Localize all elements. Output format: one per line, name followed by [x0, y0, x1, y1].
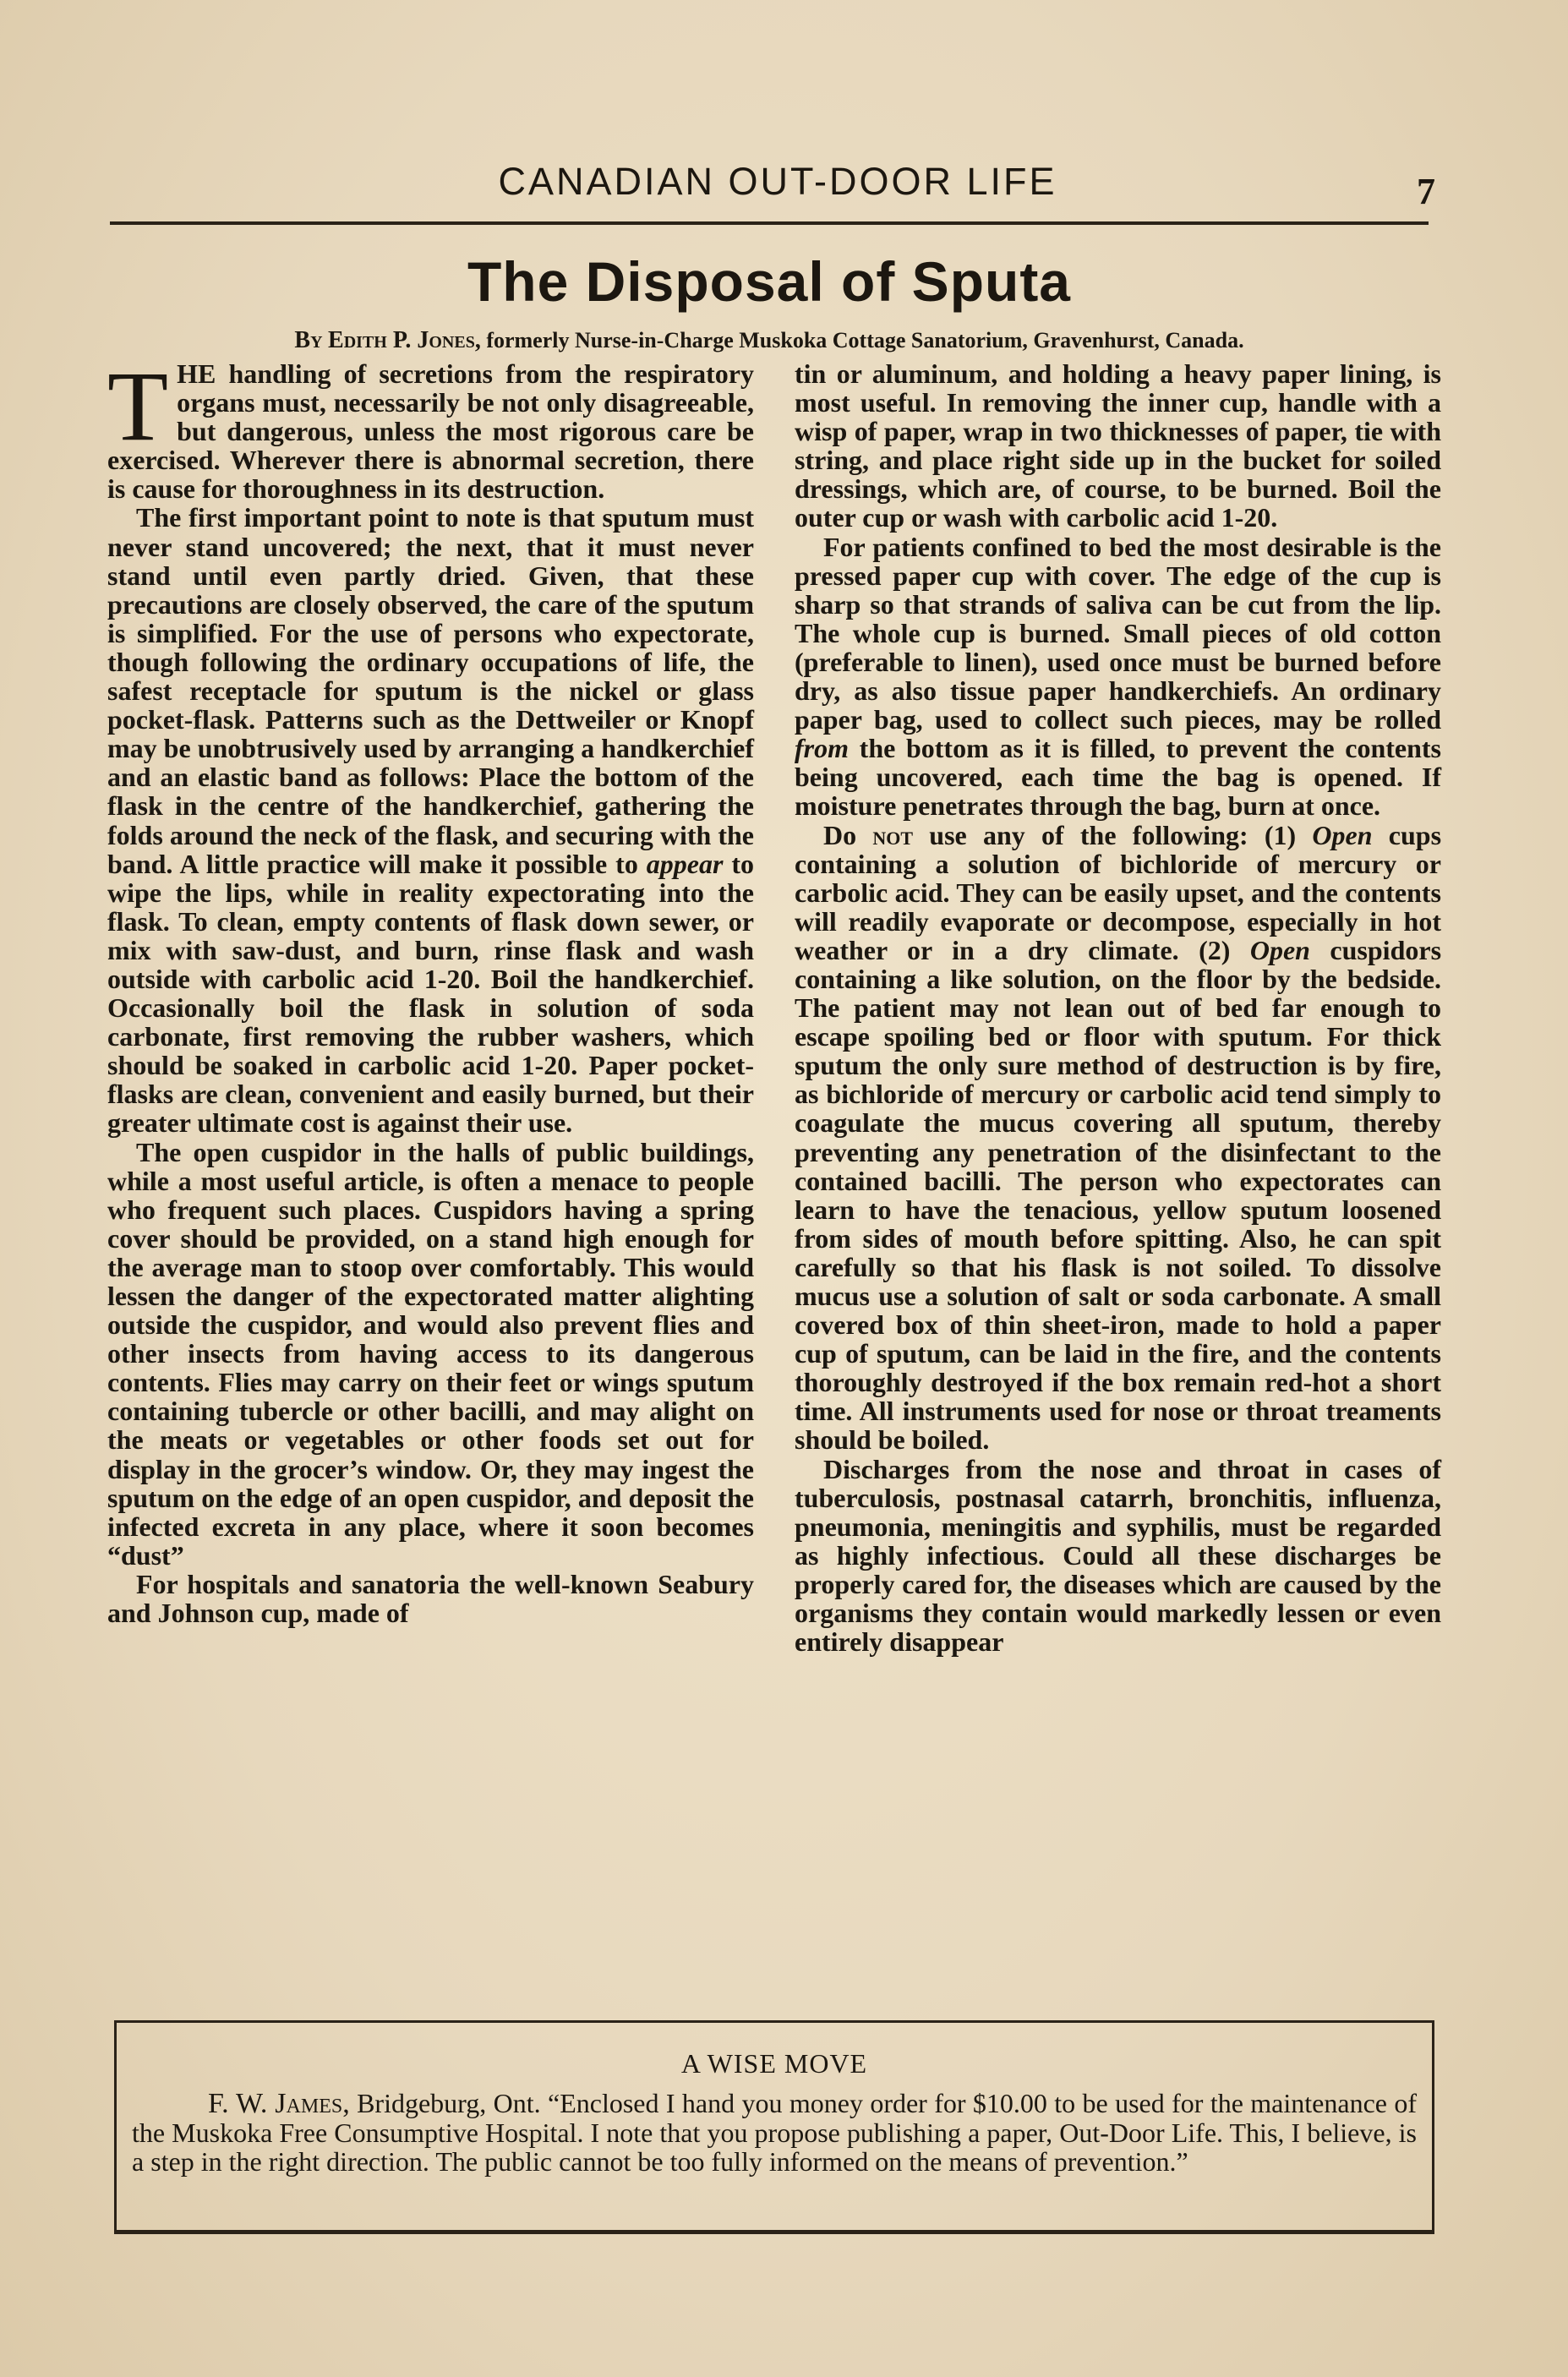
italic-word: from — [795, 733, 849, 764]
byline-author: Edith P. Jones, — [328, 327, 481, 353]
paragraph-text: to wipe the lips, while in reality expectorating into the flask. To clean, empty contents of flask down sewer, or mix with saw-dust, and burn, rinse flask and wash outside with carbolic acid 1-20. Boil the handkerchief. Occasionally boil the flask in solution of soda carbonate, first removing the rubber washers, which should be soaked in carbolic acid 1-20. Paper pocket-flasks are clean, convenient and easily burned, but their greater ultimate cost is against their use. — [107, 848, 755, 1139]
byline — [110, 327, 1429, 354]
paragraph — [107, 1570, 754, 1627]
paragraph — [107, 1138, 754, 1570]
paragraph-text: use any of the following: (1) — [929, 819, 1297, 850]
header-rule — [110, 221, 1429, 225]
left-column — [107, 351, 755, 1629]
italic-word: appear — [646, 848, 724, 879]
paragraph-text: The open cuspidor in the halls of public buildings, while a most useful article, is often a menace to people who frequent such places. Cuspidors having a spring cover should be provided, on a stand high enough for the average man to stoop over comfortably. This would lessen the danger of the expectorated matter alighting outside the cuspidor, and would also prevent flies and other insects from having access to its dangerous contents. Flies may carry on their feet or wings sputum containing tubercle or other bacilli, and may alight on the meats or vegetables or other foods set out for display in the grocer’s window. Or, they may ingest the sputum on the edge of an open cuspidor, and deposit the infected excreta in any place, where it soon becomes “dust” — [107, 1136, 754, 1571]
paragraph-text: For patients confined to bed the most desirable is the pressed paper cup with cover. The edge of the cup is sharp so that strands of saliva can be cut from the lip. The whole cup is burned. Small pieces of old cotton (preferable to linen), used once must be burned before dry, as also tissue paper handkerchiefs. An ordinary paper bag, used to collect such pieces, may be rolled — [795, 531, 1441, 735]
paragraph — [107, 351, 754, 505]
notice-box — [114, 2020, 1434, 2234]
paragraph-text: HE handling of secretions from the respiratory organs must, necessarily be not only disagreeable, but dangerous, unless the most rigorous care be exercised. Wherever there is abnormal secretion, there is cause for thoroughness in its destruction. — [107, 358, 754, 505]
paragraph — [795, 1455, 1441, 1657]
notice-text: Bridgeburg, Ont. “Enclosed I hand you money order for $10.00 to be used for the maintenance of the Muskoka Free Consumptive Hospital. I note that you propose publishing a paper, Out-Door Life. This, I believe, is a step in the right direction. The public cannot be too fully informed on the means of prevention.” — [132, 2088, 1418, 2177]
paragraph-text: cuspidors containing a like solution, on the floor by the bedside. The patient may not lean out of bed far enough to escape spoiling bed or floor with sputum. For thick sputum the only sure method of destruction is by fire, as bichloride of mercury or carbolic acid tend simply to coagulate the mucus covering all sputum, thereby preventing any penetration of the disinfectant to the contained bacilli. The person who expectorates can learn to have the tenacious, yellow sputum loosened from sides of mouth before spitting. Also, he can spit carefully so that his flask is not soiled. To dissolve mucus use a solution of salt or soda carbonate. A small covered box of thin sheet-iron, made to hold a paper cup of sputum, can be laid in the fire, and the contents thoroughly destroyed if the box remain red-hot a short time. All instruments used for nose or throat treaments should be boiled. — [795, 934, 1442, 1456]
paragraph-text: The first important point to note is that sputum must never stand uncovered; the next, that it must never stand until even partly dried. Given, that these precautions are closely observed, the care of the sputum is simplified. For the use of persons who expectorate, though following the ordinary occupations of life, the safest receptacle for sputum is the nickel or glass pocket-flask. Patterns such as the Dettweiler or Knopf may be unobtrusively used by arranging a handkerchief and an elastic band as follows: Place the bottom of the flask in the centre of the handkerchief, gathering the folds around the neck of the flask, and securing with the band. A little practice will make it possible to — [107, 502, 754, 879]
article-title: The Disposal of Sputa — [467, 250, 1072, 313]
running-head — [110, 156, 1435, 216]
paragraph — [795, 533, 1441, 821]
paragraph-text: Do — [823, 819, 857, 850]
paragraph-text: cups containing a solution of bichloride of mercury or carbolic acid. They can be easily upset, and the contents will readily evaporate or decompose, especially in hot weather or in a dry climate. (2) — [795, 819, 1442, 965]
paragraph-text: tin or aluminum, and holding a heavy paper lining, is most useful. In removing the inner cup, handle with a wisp of paper, wrap in two thicknesses of paper, tie with string, and place right side up in the bucket for soiled dressings, which are, of course, to be burned. Boil the outer cup or wash with carbolic acid 1-20. — [795, 358, 1441, 533]
drop-cap: T — [107, 351, 169, 462]
italic-word: Open — [1249, 934, 1310, 965]
paragraph — [795, 821, 1441, 1455]
paragraph — [107, 503, 754, 1137]
italic-word: Open — [1312, 819, 1373, 850]
byline-prefix: By — [294, 327, 323, 353]
running-title: CANADIAN OUT-DOOR LIFE — [498, 160, 1057, 203]
byline-affiliation: formerly Nurse-in-Charge Muskoka Cottage Sanatorium, Gravenhurst, Canada. — [486, 328, 1244, 352]
notice-body — [132, 2089, 1417, 2176]
paragraph-text: For hospitals and sanatoria the well-known Seabury and Johnson cup, made of — [107, 1568, 754, 1629]
page-number: 7 — [1417, 171, 1435, 212]
notice-sender: F. W. James, — [208, 2088, 350, 2119]
paragraph-text: Discharges from the nose and throat in cases of tuberculosis, postnasal catarrh, bronchitis, influenza, pneumonia, meningitis and syphilis, must be regarded as highly infectious. Could all these discharges be properly cared for, the diseases which are caused by the organisms they contain would markedly lessen or even entirely disappear — [795, 1453, 1441, 1658]
right-column — [795, 359, 1441, 1656]
small-caps-word: not — [872, 819, 914, 850]
notice-title: A WISE MOVE — [680, 2048, 868, 2079]
paragraph — [795, 359, 1441, 533]
paragraph-text: the bottom as it is filled, to prevent the contents being uncovered, each time the bag is opened. If moisture penetrates through the bag, burn at once. — [795, 733, 1442, 822]
